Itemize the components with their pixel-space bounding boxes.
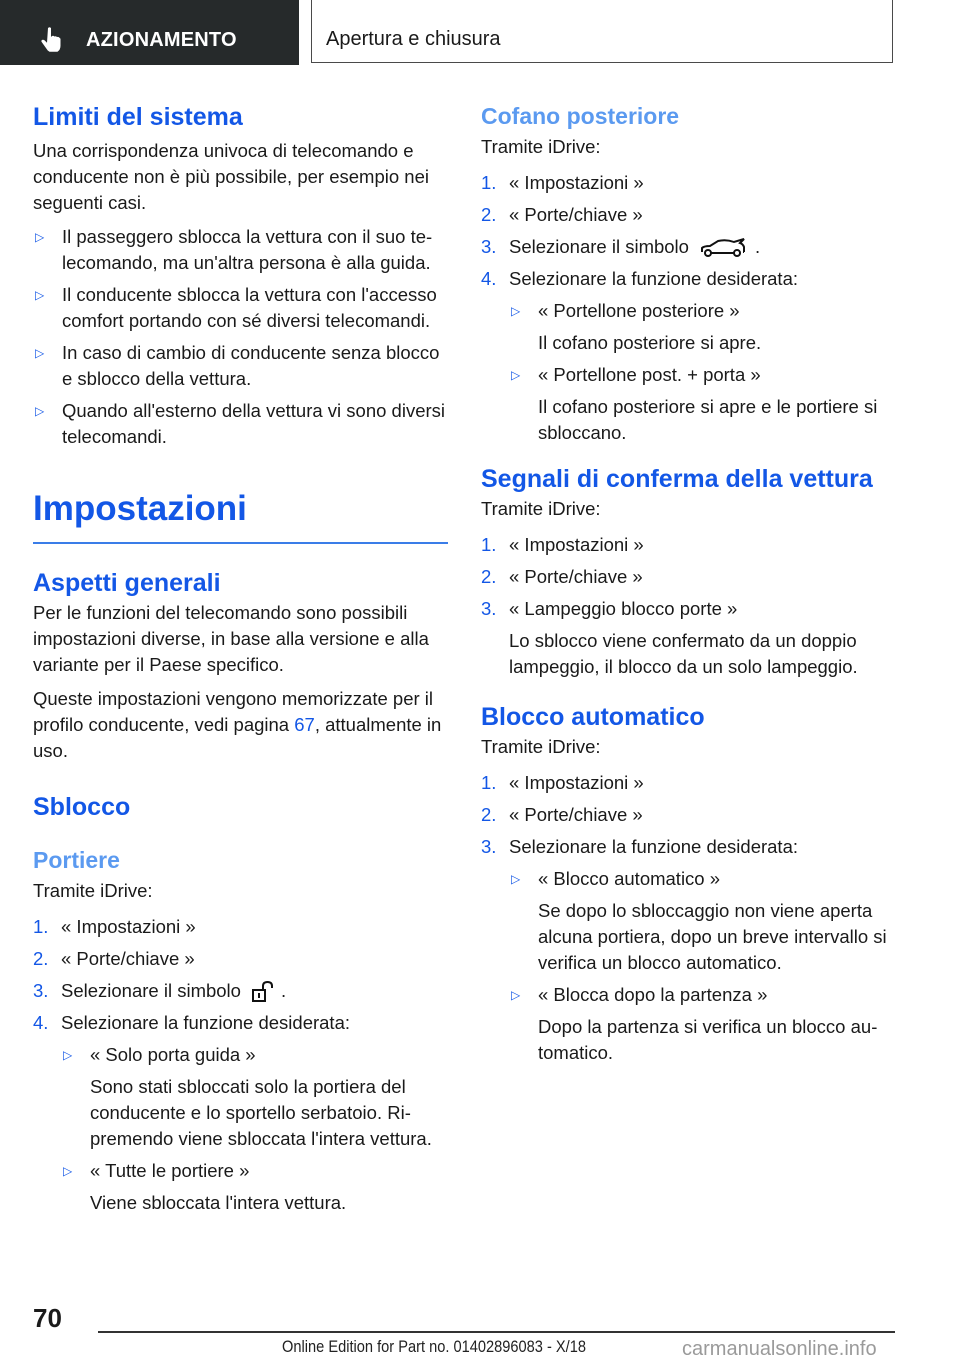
heading-tailgate: Cofano posteriore bbox=[481, 103, 680, 129]
step-item: 3. Selezionare la funzione desiderata: ▷ « Blocco automatico » Se dopo lo sbloccaggio non viene aperta alcuna portiera, dopo un breve intervallo si verifica un blocco automatico. ▷ « Blocca dopo la partenza » Dopo la partenza si verifica un blocco automatico. bbox=[481, 834, 911, 1066]
autolock-options bbox=[509, 866, 911, 1066]
doors-options bbox=[61, 1042, 448, 1216]
triangle-bullet-icon: ▷ bbox=[511, 872, 521, 886]
general-paragraph-2: Queste impostazioni vengono memorizzate per il profilo conducente, vedi pagina 67, attualmente in uso. bbox=[33, 688, 442, 761]
heading-settings: Impostazioni bbox=[33, 489, 247, 528]
list-item: ▷ In caso di cambio di conducente senza blocco e sblocco della vettura. bbox=[35, 342, 440, 389]
option-item: ▷ « Blocco automatico » Se dopo lo sbloccaggio non viene aperta alcuna portiera, dopo un breve intervallo si verifica un blocco automatico. bbox=[511, 868, 887, 973]
list-item: ▷ Il passeggero sblocca la vettura con il suo telecomando, ma un'altra persona è alla guida. bbox=[35, 226, 433, 273]
via-idrive: Tramite iDrive: bbox=[33, 880, 153, 901]
step-item: 3. « Lampeggio blocco porte » Lo sblocco viene confermato da un doppio lampeggio, il blocco da un solo lampeggio. bbox=[481, 598, 858, 677]
tailgate-steps bbox=[481, 170, 911, 446]
general-paragraph-1: Per le funzioni del telecomando sono possibili impostazioni diverse, in base alla versione e alla variante per il Paese specifico. bbox=[33, 602, 429, 675]
via-idrive: Tramite iDrive: bbox=[481, 498, 601, 519]
option-item: ▷ « Solo porta guida » Sono stati sbloccati solo la portiera del conducente e lo sportello serbatoio. Ripremendo viene sbloccata l'intera vettura. bbox=[63, 1044, 432, 1149]
triangle-bullet-icon: ▷ bbox=[35, 288, 45, 302]
heading-unlock: Sblocco bbox=[33, 793, 131, 821]
limits-intro: Una corrispondenza univoca di telecomando e conducente non è più possibile, per esempio nei seguenti casi. bbox=[33, 140, 429, 213]
right-column bbox=[481, 100, 911, 1072]
step-item: 2. « Porte/chiave » bbox=[481, 204, 643, 225]
section-label: AZIONAMENTO bbox=[86, 29, 237, 51]
watermark: carmanualsonline.info bbox=[682, 1338, 877, 1360]
triangle-bullet-icon: ▷ bbox=[35, 346, 45, 360]
chapter-title: Apertura e chiusura bbox=[326, 28, 501, 50]
tailgate-options bbox=[509, 298, 911, 446]
heading-confirm-signals: Segnali di conferma della vettura bbox=[481, 465, 873, 493]
step-item: 1. « Impostazioni » bbox=[33, 916, 196, 937]
doors-steps bbox=[33, 914, 448, 1216]
section-tab bbox=[0, 0, 299, 65]
step-item: 2. « Porte/chiave » bbox=[33, 948, 195, 969]
step-item: 3. Selezionare il simbolo . bbox=[481, 236, 761, 257]
heading-general: Aspetti generali bbox=[33, 569, 221, 597]
heading-limits: Limiti del sistema bbox=[33, 103, 243, 131]
footer-rule bbox=[98, 1331, 895, 1333]
limits-bullet-list bbox=[33, 224, 448, 450]
step-item: 2. « Porte/chiave » bbox=[481, 566, 643, 587]
car-open-trunk-icon bbox=[699, 238, 749, 258]
step-item: 3. Selezionare il simbolo . bbox=[33, 978, 448, 1004]
heading-doors: Portiere bbox=[33, 847, 120, 873]
step-item: 1. « Impostazioni » bbox=[481, 772, 644, 793]
left-column bbox=[33, 100, 448, 1222]
via-idrive: Tramite iDrive: bbox=[481, 736, 601, 757]
step-item: 1. « Impostazioni » bbox=[481, 172, 644, 193]
option-item: ▷ « Portellone posteriore » Il cofano posteriore si apre. bbox=[511, 300, 762, 353]
option-item: ▷ « Portellone post. + porta » Il cofano posteriore si apre e le portiere si sbloccano. bbox=[511, 364, 878, 443]
list-item: ▷ Quando all'esterno della vettura vi sono diversi telecomandi. bbox=[35, 400, 445, 447]
option-item: ▷ « Blocca dopo la partenza » Dopo la partenza si verifica un blocco automatico. bbox=[511, 984, 878, 1063]
option-item: ▷ « Tutte le portiere » Viene sbloccata l'intera vettura. bbox=[63, 1160, 347, 1213]
step-item: 4. Selezionare la funzione desiderata: ▷ « Portellone posteriore » Il cofano posteriore si apre. ▷ « Portellone post. + porta » Il cofano posteriore si apre e le portiere si sbloccano. bbox=[481, 266, 911, 446]
confirm-steps bbox=[481, 532, 911, 680]
heading-autolock: Blocco automatico bbox=[481, 703, 705, 731]
step-item: 4. Selezionare la funzione desiderata: ▷ « Solo porta guida » Sono stati sbloccati solo la portiera del conducente e lo sportello serbatoio. Ripremendo viene sbloccata l'intera vettura. ▷ « Tutte le portiere » Viene sbloccata l'intera vettura. bbox=[33, 1010, 448, 1216]
list-item: ▷ Il conducente sblocca la vettura con l'accesso comfort portando con sé diversi telecomandi. bbox=[35, 284, 437, 331]
step-item: 2. « Porte/chiave » bbox=[481, 804, 643, 825]
triangle-bullet-icon: ▷ bbox=[63, 1164, 73, 1178]
triangle-bullet-icon: ▷ bbox=[511, 988, 521, 1002]
triangle-bullet-icon: ▷ bbox=[63, 1048, 73, 1062]
chapter-header bbox=[311, 0, 893, 63]
triangle-bullet-icon: ▷ bbox=[35, 404, 45, 418]
triangle-bullet-icon: ▷ bbox=[511, 368, 521, 382]
via-idrive: Tramite iDrive: bbox=[481, 136, 601, 157]
heading-rule bbox=[33, 542, 448, 544]
triangle-bullet-icon: ▷ bbox=[35, 230, 45, 244]
page-number: 70 bbox=[33, 1303, 62, 1333]
unlock-padlock-icon bbox=[251, 981, 275, 1003]
step-item: 1. « Impostazioni » bbox=[481, 534, 644, 555]
edition-text: Online Edition for Part no. 01402896083 - X/18 bbox=[282, 1337, 586, 1356]
page-link[interactable]: 67 bbox=[294, 714, 315, 735]
autolock-steps bbox=[481, 770, 911, 1066]
triangle-bullet-icon: ▷ bbox=[511, 304, 521, 318]
hand-pointer-icon bbox=[40, 26, 64, 54]
